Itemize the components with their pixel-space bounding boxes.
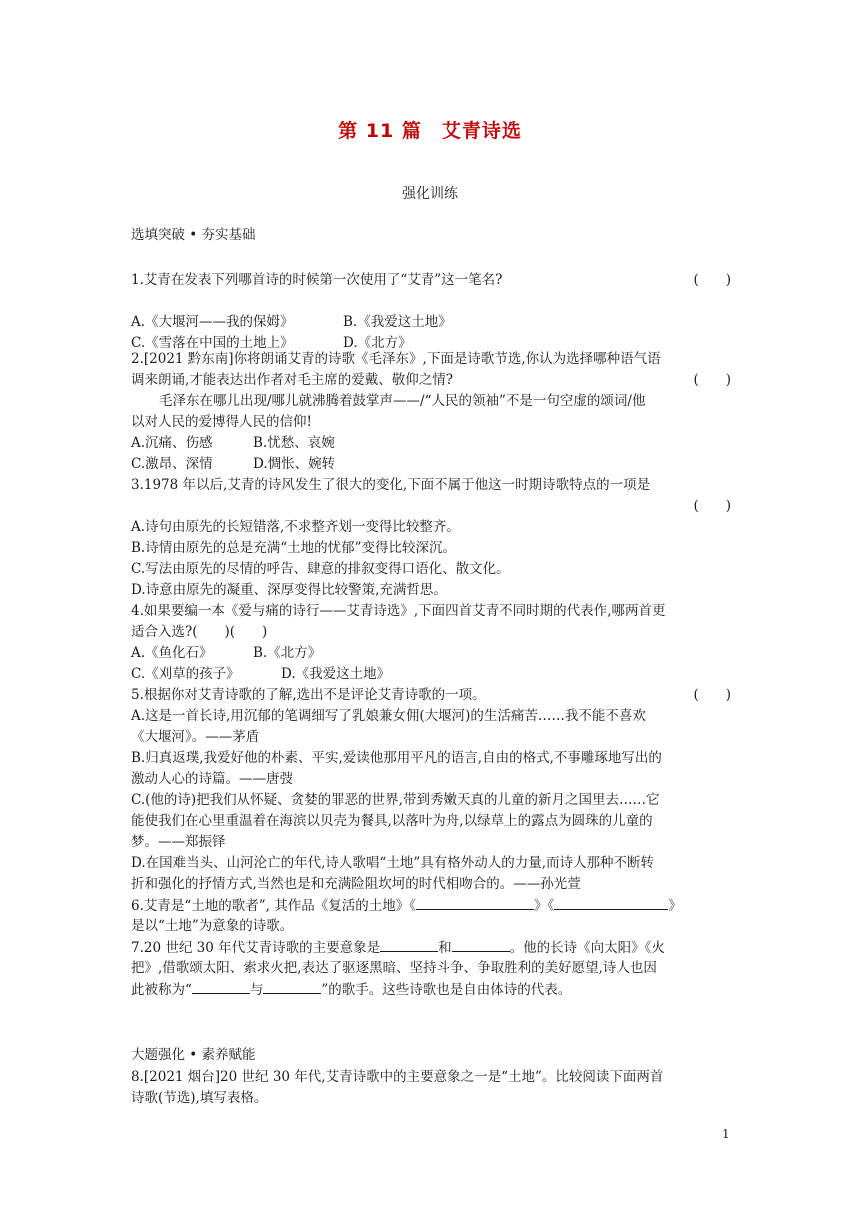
question-4-option-c: C.《刈草的孩子》 [131,666,240,682]
question-7-blank-2[interactable] [452,937,510,952]
question-3-option-b: B.诗情由原先的总是充满“土地的忧郁”变得比较深沉。 [131,540,457,556]
question-2-stem-line-2: 调来朗诵,才能表达出作者对毛主席的爱戴、敬仰之情? [131,372,454,388]
question-4-option-b: B.《北方》 [253,645,322,661]
question-7-blank-4[interactable] [263,979,321,994]
question-2-poem-line-2: 以对人民的爱博得人民的信仰! [131,414,312,430]
question-2-stem-line-1: 2.[2021 黔东南]你将朗诵艾青的诗歌《毛泽东》,下面是诗歌节选,你认为选择哪种语气语 [131,351,661,367]
question-7-blank-1[interactable] [380,937,438,952]
question-4-stem-line-1: 4.如果要编一本《爱与痛的诗行——艾青诗选》,下面四首艾青不同时期的代表作,哪两首更 [131,603,666,619]
question-1-options [131,312,731,354]
question-7-text-2: 和 [438,940,452,956]
question-2-answer-paren: ( ) [693,372,731,388]
question-7-blank-3[interactable] [192,979,250,994]
question-5-option-b-line-1: B.归真返璞,我爱好他的朴素、平实,爱读他那用平凡的语言,自由的格式,不事雕琢地写出的 [131,750,662,766]
question-6-text-1: 6.艾青是“土地的歌者”, 其作品《复活的土地》《 [131,898,417,914]
question-7-text-4: 此被称为“ [131,982,192,998]
question-6-text-2: 》《 [534,898,555,914]
question-1-option-b: B.《我爱这土地》 [343,314,452,330]
page-title: 第 11 篇 艾青诗选 [338,120,522,142]
question-1-option-a: A.《大堰河——我的保姆》 [131,314,294,330]
question-3-stem: 3.1978 年以后,艾青的诗风发生了很大的变化,下面不属于他这一时期诗歌特点的一项是 [131,477,651,493]
question-4-option-d: D.《我爱这土地》 [281,666,391,682]
question-2-option-a: A.沉痛、伤感 [131,435,213,451]
question-8-line-2: 诗歌(节选),填写表格。 [131,1090,268,1106]
question-5-option-c-line-1: C.(他的诗)把我们从怀疑、贪婪的罪恶的世界,带到秀嫩天真的儿童的新月之国里去……它 [131,792,660,808]
question-6-text-3: 》 [668,898,682,914]
question-5-stem: 5.根据你对艾青诗歌的了解,选出不是评论艾青诗歌的一项。 [131,687,486,703]
question-2-option-c: C.激昂、深情 [131,456,213,472]
question-5-option-a-line-2: 《大堰河》。——茅盾 [131,729,260,745]
questions-2-to-7 [131,349,731,1000]
section-heading-extended: 大题强化 • 素养赋能 [131,1047,256,1063]
question-5-answer-paren: ( ) [693,687,731,703]
question-2-poem-line-1: 毛泽东在哪儿出现/哪儿就沸腾着鼓掌声——/“人民的领袖”不是一句空虚的颂词/他 [159,393,646,409]
question-2-option-b: B.忧愁、哀婉 [253,435,335,451]
question-7-line-2: 把》,借歌颂太阳、索求火把,表达了驱逐黑暗、坚持斗争、争取胜利的美好愿望,诗人也因 [131,960,657,976]
question-1-answer-paren: ( ) [693,272,731,288]
question-1 [131,270,731,291]
question-5-option-b-line-2: 激动人心的诗篇。——唐弢 [131,771,293,787]
section-heading-basics: 选填突破 • 夯实基础 [131,227,256,243]
question-7-text-3: 。他的长诗《向太阳》《火 [509,940,665,956]
question-5-option-d-line-2: 折和强化的抒情方式,当然也是和充满险阻坎坷的时代相吻合的。——孙光萱 [131,876,581,892]
question-8-line-1: 8.[2021 烟台]20 世纪 30 年代,艾青诗歌中的主要意象之一是“土地”。比较阅读下面两首 [131,1069,664,1085]
question-6-blank-2[interactable] [554,895,668,910]
question-7-line-1 [131,937,731,958]
question-7-line-3 [131,979,731,1000]
question-1-option-c: C.《雪落在中国的土地上》 [131,335,294,351]
question-8 [131,1067,731,1109]
question-3-option-d: D.诗意由原先的凝重、深厚变得比较警策,充满哲思。 [131,582,447,598]
question-7-text-1: 7.20 世纪 30 年代艾青诗歌的主要意象是 [131,940,381,956]
question-6-blank-1[interactable] [416,895,534,910]
question-4-option-a: A.《鱼化石》 [131,645,213,661]
question-3-option-a: A.诗句由原先的长短错落,不求整齐划一变得比较整齐。 [131,519,460,535]
page-subtitle: 强化训练 [402,186,458,202]
question-6-line-2: 是以“土地”为意象的诗歌。 [131,918,294,934]
page-number: 1 [722,1127,730,1141]
question-4-stem-line-2: 适合入选?( )( ) [131,624,268,640]
question-7-text-5: 与 [249,982,264,998]
question-5-option-c-line-2: 能使我们在心里重温着在海滨以贝壳为餐具,以落叶为舟,以绿草上的露点为圆珠的儿童的 [131,813,653,829]
question-1-stem: 1.艾青在发表下列哪首诗的时候第一次使用了“艾青”这一笔名? [131,272,503,288]
question-3-answer-paren: ( ) [693,498,731,514]
question-2-option-d: D.惆怅、婉转 [253,456,336,472]
question-3-option-c: C.写法由原先的尽情的呼告、肆意的排叙变得口语化、散文化。 [131,561,510,577]
question-7-text-6: ”的歌手。这些诗歌也是自由体诗的代表。 [321,982,572,998]
question-5-option-a-line-1: A.这是一首长诗,用沉郁的笔调细写了乳娘兼女佣(大堰河)的生活痛苦……我不能不喜欢 [131,708,646,724]
question-5-option-d-line-1: D.在国难当头、山河沦亡的年代,诗人歌唱“土地”具有格外动人的力量,而诗人那种不断转 [131,855,655,871]
question-1-option-d: D.《北方》 [343,335,412,351]
question-5-option-c-line-3: 梦。——郑振铎 [131,834,226,850]
question-6-line-1 [131,895,731,916]
